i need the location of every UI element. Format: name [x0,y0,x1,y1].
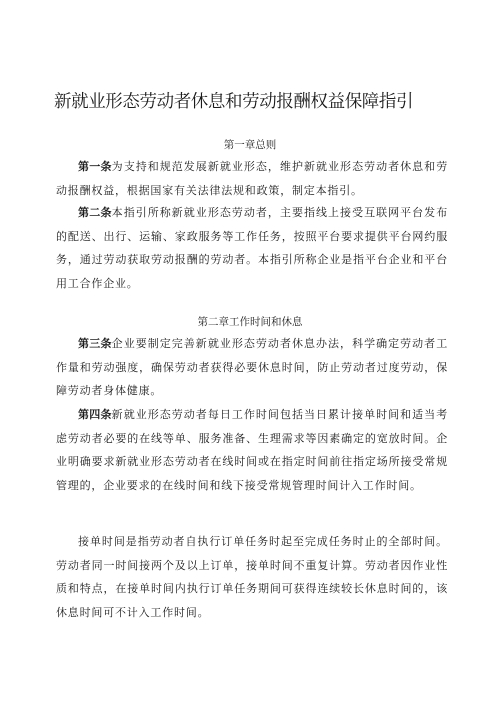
article-number: 第一条 [78,160,112,173]
article-text: 新就业形态劳动者每日工作时间包括当日累计接单时间和适当考虑劳动者必要的在线等单、服务准备、生理需求等因素确定的宽放时间。企业明确要求新就业形态劳动者在线时间或在指定时间前往指定场所接受常规管理的，企业要求的在线时间和线下接受常规管理时间计入工作时间。 [56,408,449,492]
article-text: 企业要制定完善新就业形态劳动者休息办法，科学确定劳动者工作量和劳动强度，确保劳动者获得必要休息时间，防止劳动者过度劳动，保障劳动者身体健康。 [56,337,449,398]
article-text: 为支持和规范发展新就业形态，维护新就业形态劳动者休息和劳动报酬权益，根据国家有关法律法规和政策，制定本指引。 [56,160,449,197]
article-1-paragraph [56,155,448,202]
article-4-paragraph [56,403,448,497]
article-number: 第四条 [78,408,112,421]
order-time-paragraph [56,530,448,624]
document-title: 新就业形态劳动者休息和劳动报酬权益保障指引 [54,92,414,112]
article-3-paragraph [56,332,448,403]
article-number: 第三条 [78,337,112,350]
article-2-paragraph [56,201,448,295]
article-text: 本指引所称新就业形态劳动者，主要指线上接受互联网平台发布的配送、出行、运输、家政服务等工作任务，按照平台要求提供平台网约服务，通过劳动获取劳动报酬的劳动者。本指引所称企业是指平台企业和平台用工合作企业。 [56,206,449,290]
article-number: 第二条 [78,206,112,219]
chapter-heading-working-hours: 第二章工作时间和休息 [197,316,303,328]
paragraph-text: 接单时间是指劳动者自执行订单任务时起至完成任务时止的全部时间。劳动者同一时间接两个及以上订单，接单时间不重复计算。劳动者因作业性质和特点，在接单时间内执行订单任务期间可获得连续较长休息时间的，该休息时间可不计入工作时间。 [56,535,448,619]
chapter-heading-general-provisions: 第一章总则 [223,139,277,151]
